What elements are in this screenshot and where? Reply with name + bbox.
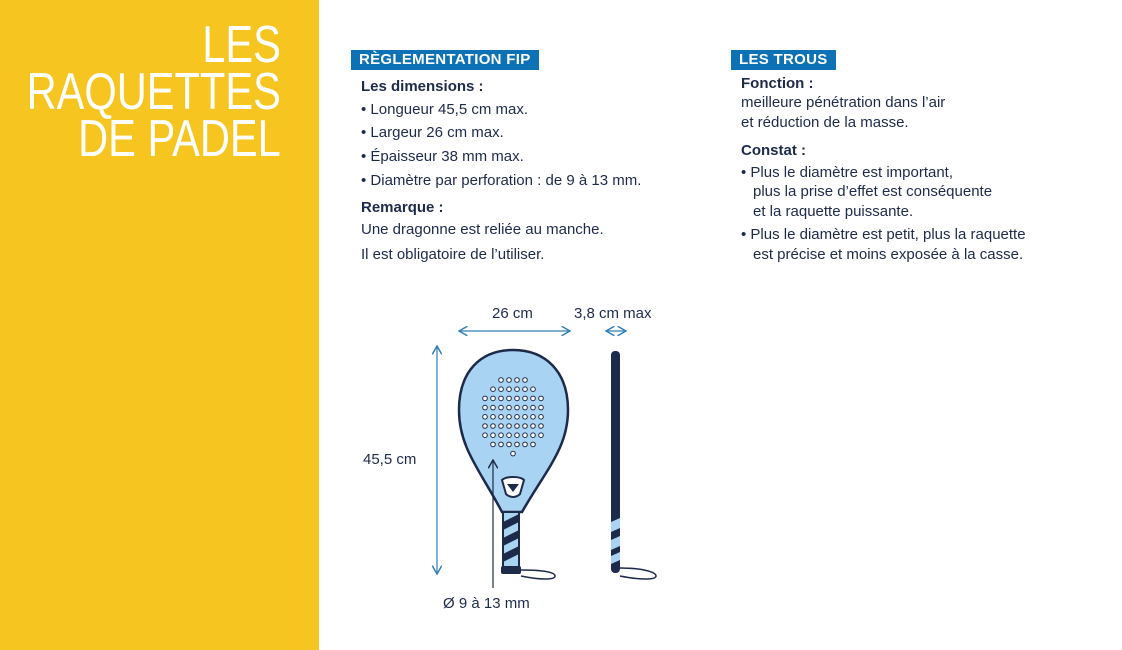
perforation-hole	[507, 387, 512, 392]
sidebar-panel	[0, 0, 319, 650]
perforation-hole	[499, 415, 504, 420]
perforation-hole	[515, 396, 520, 401]
perforation-hole	[515, 387, 520, 392]
title-line: DE PADEL	[78, 110, 281, 168]
dimension-item: • Épaisseur 38 mm max.	[361, 148, 524, 165]
perforation-hole	[523, 433, 528, 438]
perforation-hole	[499, 396, 504, 401]
perforation-hole	[491, 405, 496, 410]
perforation-hole	[515, 424, 520, 429]
holes-badge: LES TROUS	[731, 50, 836, 70]
perforation-hole	[499, 424, 504, 429]
perforation-hole	[539, 433, 544, 438]
perforation-hole	[515, 433, 520, 438]
perforation-hole	[523, 396, 528, 401]
dimension-item: • Longueur 45,5 cm max.	[361, 101, 529, 118]
racket-side-icon	[611, 351, 656, 579]
dimension-item: • Largeur 26 cm max.	[361, 124, 504, 141]
perforation-hole	[531, 396, 536, 401]
perforation-hole	[523, 415, 528, 420]
perforation-hole	[507, 378, 512, 383]
perforation-hole	[491, 433, 496, 438]
remark-heading: Remarque :	[361, 199, 444, 216]
perforation-hole	[491, 387, 496, 392]
perforation-hole	[491, 442, 496, 447]
title-line: RAQUETTES	[26, 63, 281, 121]
perforation-hole	[515, 405, 520, 410]
perforation-hole	[491, 415, 496, 420]
dimension-item: • Diamètre par perforation : de 9 à 13 mm.	[361, 172, 642, 189]
perforation-hole	[523, 387, 528, 392]
perforation-hole	[483, 405, 488, 410]
perforation-hole	[499, 378, 504, 383]
perforation-hole	[539, 396, 544, 401]
function-line: et réduction de la masse.	[741, 114, 909, 131]
perforation-hole	[483, 424, 488, 429]
perforation-hole	[515, 378, 520, 383]
perforation-hole	[523, 442, 528, 447]
perforation-hole	[539, 424, 544, 429]
perforation-hole	[507, 424, 512, 429]
perforation-hole	[539, 415, 544, 420]
finding-line: et la raquette puissante.	[753, 203, 914, 220]
length-label: 45,5 cm	[363, 451, 417, 468]
racket-diagram	[350, 300, 680, 600]
perforation-hole	[523, 378, 528, 383]
perforation-hole	[499, 387, 504, 392]
perforation-hole	[507, 405, 512, 410]
perforation-hole	[531, 405, 536, 410]
perforation-hole	[531, 424, 536, 429]
dimensions-heading: Les dimensions :	[361, 78, 484, 95]
perforation-hole	[483, 415, 488, 420]
perforation-hole	[531, 433, 536, 438]
perforation-hole	[523, 405, 528, 410]
perforation-hole	[507, 433, 512, 438]
perforation-hole	[499, 442, 504, 447]
width-label: 26 cm	[492, 305, 533, 322]
finding-line: • Plus le diamètre est important,	[741, 164, 954, 181]
function-line: meilleure pénétration dans l’air	[741, 94, 946, 111]
perforation-hole	[515, 442, 520, 447]
thickness-label: 3,8 cm max	[574, 305, 652, 322]
perforation-hole	[523, 424, 528, 429]
perforation-hole	[491, 424, 496, 429]
finding-line: • Plus le diamètre est petit, plus la raquette	[741, 226, 1026, 243]
perforation-hole	[507, 396, 512, 401]
perforation-hole	[511, 451, 516, 456]
perforation-hole	[507, 442, 512, 447]
perforation-hole	[531, 387, 536, 392]
perforation-hole	[499, 433, 504, 438]
perforation-hole	[539, 405, 544, 410]
function-heading: Fonction :	[741, 75, 814, 92]
page-title	[26, 16, 281, 168]
regulation-badge: RÈGLEMENTATION FIP	[351, 50, 539, 70]
remark-line: Il est obligatoire de l’utiliser.	[361, 246, 545, 263]
perforation-hole	[531, 415, 536, 420]
finding-line: est précise et moins exposée à la casse.	[753, 246, 1024, 263]
finding-line: plus la prise d’effet est conséquente	[753, 183, 993, 200]
remark-line: Une dragonne est reliée au manche.	[361, 221, 604, 238]
perforation-hole	[531, 442, 536, 447]
perforation-hole	[491, 396, 496, 401]
perforation-hole	[483, 396, 488, 401]
perforation-hole	[515, 415, 520, 420]
finding-heading: Constat :	[741, 142, 806, 159]
perforation-hole	[483, 433, 488, 438]
hole-diameter-label: Ø 9 à 13 mm	[443, 595, 530, 612]
title-line: LES	[202, 16, 281, 74]
perforation-hole	[499, 405, 504, 410]
perforation-hole	[507, 415, 512, 420]
racket-front-icon	[459, 350, 568, 579]
